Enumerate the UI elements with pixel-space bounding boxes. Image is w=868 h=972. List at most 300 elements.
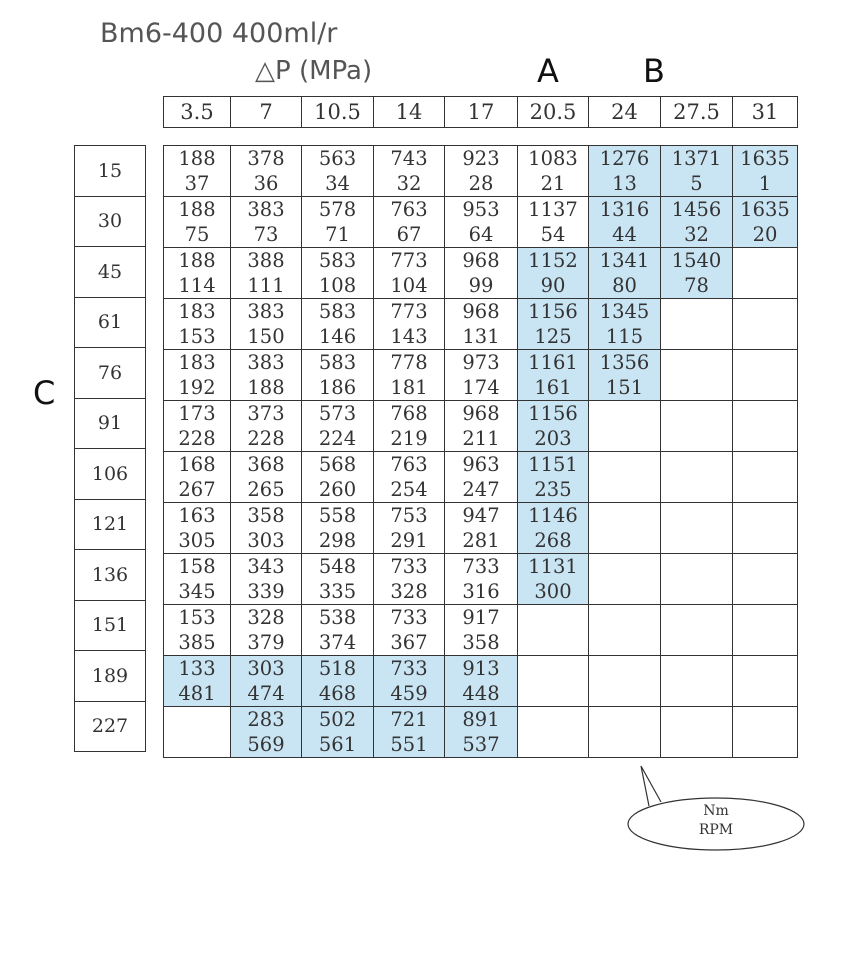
grid-cell: [374, 146, 445, 197]
flow-cell: 121: [75, 499, 146, 550]
grid-cell: [302, 707, 374, 758]
torque-value: 378: [247, 147, 285, 170]
table-row: [164, 401, 798, 452]
speed-value: 161: [534, 376, 572, 399]
speed-value: 569: [247, 733, 285, 756]
torque-value: 188: [178, 198, 216, 221]
grid-cell: [733, 299, 798, 350]
grid-cell: [302, 248, 374, 299]
grid-cell: [302, 350, 374, 401]
speed-value: 192: [178, 376, 216, 399]
pressure-header-cell: 24: [589, 97, 661, 128]
grid-cell: [589, 350, 661, 401]
speed-value: 174: [462, 376, 500, 399]
torque-value: 1316: [599, 198, 650, 221]
pressure-header-cell: 7: [231, 97, 302, 128]
torque-value: 328: [247, 606, 285, 629]
torque-value: 1540: [671, 249, 722, 272]
speed-value: 1: [758, 172, 772, 195]
speed-value: 211: [462, 427, 500, 450]
flow-column: [74, 145, 146, 752]
grid-cell: [374, 452, 445, 503]
torque-value: 518: [318, 657, 357, 680]
speed-value: 151: [605, 376, 644, 399]
speed-value: 468: [318, 682, 357, 705]
grid-cell: [231, 197, 302, 248]
torque-value: 283: [247, 708, 285, 731]
torque-value: 303: [247, 657, 285, 680]
grid-cell: [445, 299, 518, 350]
flow-cell: 227: [75, 701, 146, 752]
grid-cell: [374, 299, 445, 350]
grid-cell: [374, 197, 445, 248]
torque-value: 1371: [671, 147, 722, 170]
speed-value: 291: [390, 529, 428, 552]
grid-cell: [518, 452, 589, 503]
speed-value: 44: [612, 223, 637, 246]
torque-value: 183: [178, 300, 216, 323]
speed-value: 75: [184, 223, 210, 246]
flow-cell: 30: [75, 196, 146, 247]
grid-cell: [661, 452, 733, 503]
speed-value: 267: [178, 478, 216, 501]
units-callout-text: [627, 802, 805, 840]
speed-value: 474: [247, 682, 285, 705]
torque-value: 1345: [599, 300, 650, 323]
grid-cell: [518, 707, 589, 758]
label-b: B: [643, 52, 665, 90]
torque-value: 733: [390, 657, 428, 680]
grid-cell: [231, 248, 302, 299]
speed-value: 305: [178, 529, 216, 552]
grid-cell: [231, 707, 302, 758]
grid-cell: [164, 707, 231, 758]
pressure-axis-label: △P (MPa): [255, 56, 373, 86]
grid-cell: [231, 554, 302, 605]
speed-value: 5: [690, 172, 703, 195]
units-speed: RPM: [698, 822, 734, 838]
speed-value: 67: [396, 223, 422, 246]
grid-cell: [164, 503, 231, 554]
speed-value: 131: [462, 325, 500, 348]
torque-value: 153: [178, 606, 216, 629]
grid-cell: [231, 656, 302, 707]
speed-value: 28: [468, 172, 494, 195]
flow-cell: 91: [75, 398, 146, 449]
grid-cell: [661, 197, 733, 248]
grid-cell: [445, 656, 518, 707]
grid-cell: [518, 554, 589, 605]
torque-value: 968: [462, 402, 500, 425]
speed-value: 303: [247, 529, 285, 552]
torque-value: 773: [390, 249, 428, 272]
torque-value: 578: [318, 198, 357, 221]
grid-cell: [733, 401, 798, 452]
table-row: [164, 503, 798, 554]
speed-value: 374: [318, 631, 357, 654]
torque-value: 188: [178, 249, 216, 272]
speed-value: 143: [390, 325, 428, 348]
speed-value: 385: [178, 631, 216, 654]
torque-value: 383: [247, 198, 285, 221]
speed-value: 34: [325, 172, 350, 195]
speed-value: 13: [612, 172, 637, 195]
grid-cell: [231, 146, 302, 197]
grid-cell: [733, 503, 798, 554]
speed-value: 36: [253, 172, 279, 195]
torque-value: 343: [247, 555, 285, 578]
speed-value: 78: [684, 274, 709, 297]
speed-value: 73: [253, 223, 279, 246]
grid-cell: [374, 656, 445, 707]
speed-value: 316: [462, 580, 500, 603]
model-title: Bm6-400 400ml/r: [100, 18, 338, 49]
speed-value: 481: [178, 682, 216, 705]
torque-value: 568: [318, 453, 357, 476]
grid-cell: [661, 299, 733, 350]
grid-cell: [231, 401, 302, 452]
speed-value: 32: [396, 172, 422, 195]
torque-value: 743: [390, 147, 428, 170]
speed-value: 300: [534, 580, 572, 603]
torque-value: 583: [318, 249, 357, 272]
torque-value: 1456: [671, 198, 722, 221]
speed-value: 90: [540, 274, 566, 297]
table-row: [164, 146, 798, 197]
speed-value: 268: [534, 529, 572, 552]
speed-value: 448: [462, 682, 500, 705]
grid-cell: [589, 554, 661, 605]
torque-value: 388: [247, 249, 285, 272]
grid-cell: [518, 605, 589, 656]
grid-cell: [445, 605, 518, 656]
torque-value: 583: [318, 351, 357, 374]
grid-cell: [661, 146, 733, 197]
speed-value: 537: [462, 733, 500, 756]
performance-grid: [163, 145, 798, 758]
torque-value: 1156: [528, 300, 578, 323]
grid-cell: [518, 401, 589, 452]
speed-value: 21: [540, 172, 566, 195]
torque-value: 538: [318, 606, 357, 629]
grid-cell: [661, 605, 733, 656]
speed-value: 561: [318, 733, 357, 756]
speed-value: 108: [318, 274, 357, 297]
grid-cell: [374, 350, 445, 401]
torque-value: 778: [390, 351, 428, 374]
grid-cell: [589, 605, 661, 656]
grid-cell: [589, 452, 661, 503]
grid-cell: [302, 401, 374, 452]
torque-value: 383: [247, 300, 285, 323]
table-row: [164, 707, 798, 758]
grid-cell: [518, 299, 589, 350]
grid-cell: [231, 503, 302, 554]
grid-cell: [445, 554, 518, 605]
grid-cell: [733, 656, 798, 707]
grid-cell: [164, 197, 231, 248]
grid-cell: [733, 707, 798, 758]
grid-cell: [733, 452, 798, 503]
torque-value: 963: [462, 453, 500, 476]
grid-cell: [164, 299, 231, 350]
grid-cell: [164, 452, 231, 503]
grid-cell: [589, 299, 661, 350]
grid-cell: [374, 707, 445, 758]
grid-cell: [164, 554, 231, 605]
grid-cell: [733, 350, 798, 401]
grid-cell: [661, 248, 733, 299]
pressure-header-cell: 31: [733, 97, 798, 128]
speed-value: 247: [462, 478, 500, 501]
grid-cell: [661, 656, 733, 707]
torque-value: 917: [462, 606, 500, 629]
grid-cell: [445, 146, 518, 197]
speed-value: 551: [390, 733, 428, 756]
speed-value: 111: [247, 274, 285, 297]
torque-value: 573: [318, 402, 357, 425]
torque-value: 913: [462, 657, 500, 680]
speed-value: 20: [752, 223, 778, 246]
torque-value: 733: [462, 555, 500, 578]
grid-cell: [733, 248, 798, 299]
grid-cell: [518, 197, 589, 248]
speed-value: 99: [468, 274, 494, 297]
grid-cell: [518, 350, 589, 401]
torque-value: 1146: [528, 504, 578, 527]
grid-cell: [302, 656, 374, 707]
torque-value: 373: [247, 402, 285, 425]
torque-value: 968: [462, 300, 500, 323]
torque-value: 947: [462, 504, 500, 527]
flow-cell: 45: [75, 247, 146, 298]
table-row: [164, 554, 798, 605]
pressure-header-cell: 10.5: [302, 97, 374, 128]
torque-value: 768: [390, 402, 428, 425]
grid-cell: [164, 350, 231, 401]
torque-value: 358: [247, 504, 285, 527]
speed-value: 339: [247, 580, 285, 603]
table-row: [164, 350, 798, 401]
flow-cell: 189: [75, 651, 146, 702]
torque-value: 163: [178, 504, 216, 527]
torque-value: 953: [462, 198, 500, 221]
speed-value: 71: [325, 223, 350, 246]
speed-value: 146: [318, 325, 357, 348]
torque-value: 763: [390, 198, 428, 221]
grid-cell: [661, 707, 733, 758]
flow-cell: 76: [75, 348, 146, 399]
speed-value: 345: [178, 580, 216, 603]
speed-value: 328: [390, 580, 428, 603]
grid-cell: [374, 248, 445, 299]
speed-value: 265: [247, 478, 285, 501]
speed-value: 228: [178, 427, 216, 450]
grid-cell: [374, 554, 445, 605]
grid-cell: [589, 197, 661, 248]
torque-value: 973: [462, 351, 500, 374]
speed-value: 260: [318, 478, 357, 501]
flow-cell: 61: [75, 297, 146, 348]
grid-cell: [374, 401, 445, 452]
grid-cell: [589, 707, 661, 758]
torque-value: 502: [318, 708, 357, 731]
speed-value: 281: [462, 529, 500, 552]
table-row: [164, 605, 798, 656]
torque-value: 1156: [528, 402, 578, 425]
grid-cell: [733, 146, 798, 197]
torque-value: 1341: [599, 249, 650, 272]
torque-value: 1276: [599, 147, 650, 170]
grid-cell: [445, 401, 518, 452]
speed-value: 114: [178, 274, 216, 297]
pressure-header-row: [163, 96, 798, 128]
speed-value: 358: [462, 631, 500, 654]
torque-value: 368: [247, 453, 285, 476]
torque-value: 733: [390, 555, 428, 578]
table-row: [164, 452, 798, 503]
speed-value: 186: [318, 376, 357, 399]
speed-value: 104: [390, 274, 428, 297]
torque-value: 1083: [528, 147, 578, 170]
grid-cell: [445, 707, 518, 758]
grid-cell: [518, 503, 589, 554]
grid-cell: [589, 248, 661, 299]
grid-cell: [302, 197, 374, 248]
torque-value: 173: [178, 402, 216, 425]
speed-value: 203: [534, 427, 572, 450]
grid-cell: [733, 605, 798, 656]
speed-value: 54: [540, 223, 566, 246]
torque-value: 158: [178, 555, 216, 578]
grid-cell: [164, 605, 231, 656]
grid-cell: [231, 605, 302, 656]
label-a: A: [537, 52, 559, 90]
grid-cell: [231, 350, 302, 401]
grid-cell: [445, 503, 518, 554]
flow-cell: 15: [75, 146, 146, 197]
grid-cell: [231, 452, 302, 503]
torque-value: 188: [178, 147, 216, 170]
torque-value: 1635: [740, 198, 790, 221]
pressure-header-cell: 17: [445, 97, 518, 128]
grid-cell: [164, 248, 231, 299]
torque-value: 1137: [528, 198, 578, 221]
speed-value: 32: [684, 223, 709, 246]
speed-value: 115: [605, 325, 644, 348]
speed-value: 228: [247, 427, 285, 450]
table-row: [164, 299, 798, 350]
speed-value: 219: [390, 427, 428, 450]
speed-value: 181: [390, 376, 428, 399]
grid-cell: [302, 554, 374, 605]
torque-value: 1131: [528, 555, 578, 578]
grid-cell: [374, 503, 445, 554]
speed-value: 150: [247, 325, 285, 348]
torque-value: 968: [462, 249, 500, 272]
torque-value: 733: [390, 606, 428, 629]
speed-value: 188: [247, 376, 285, 399]
grid-cell: [589, 401, 661, 452]
pressure-header-cell: 3.5: [164, 97, 231, 128]
table-row: [164, 197, 798, 248]
pressure-header-cell: 27.5: [661, 97, 733, 128]
grid-cell: [374, 605, 445, 656]
speed-value: 298: [318, 529, 357, 552]
grid-cell: [518, 248, 589, 299]
torque-value: 168: [178, 453, 216, 476]
torque-value: 753: [390, 504, 428, 527]
speed-value: 254: [390, 478, 428, 501]
grid-cell: [445, 197, 518, 248]
speed-value: 367: [390, 631, 428, 654]
speed-value: 224: [318, 427, 357, 450]
torque-value: 721: [390, 708, 428, 731]
grid-cell: [518, 146, 589, 197]
speed-value: 335: [318, 580, 357, 603]
grid-cell: [445, 248, 518, 299]
torque-value: 1152: [528, 249, 578, 272]
grid-cell: [302, 605, 374, 656]
speed-value: 235: [534, 478, 572, 501]
speed-value: 153: [178, 325, 216, 348]
torque-value: 1151: [528, 453, 578, 476]
grid-cell: [661, 503, 733, 554]
grid-cell: [231, 299, 302, 350]
speed-value: 64: [468, 223, 494, 246]
speed-value: 37: [184, 172, 210, 195]
grid-cell: [518, 656, 589, 707]
table-row: [164, 656, 798, 707]
grid-cell: [589, 146, 661, 197]
torque-value: 923: [462, 147, 500, 170]
grid-cell: [302, 452, 374, 503]
grid-cell: [302, 503, 374, 554]
flow-cell: 106: [75, 449, 146, 500]
torque-value: 583: [318, 300, 357, 323]
torque-value: 1356: [599, 351, 650, 374]
torque-value: 563: [318, 147, 357, 170]
torque-value: 891: [462, 708, 500, 731]
grid-cell: [164, 401, 231, 452]
table-row: [164, 248, 798, 299]
grid-cell: [445, 452, 518, 503]
grid-cell: [661, 401, 733, 452]
grid-cell: [661, 350, 733, 401]
torque-value: 763: [390, 453, 428, 476]
pressure-header-cell: 14: [374, 97, 445, 128]
flow-cell: 151: [75, 600, 146, 651]
grid-cell: [661, 554, 733, 605]
grid-cell: [445, 350, 518, 401]
grid-cell: [733, 197, 798, 248]
units-torque: Nm: [703, 803, 729, 819]
grid-cell: [589, 656, 661, 707]
grid-cell: [733, 554, 798, 605]
torque-value: 183: [178, 351, 216, 374]
torque-value: 558: [318, 504, 357, 527]
grid-cell: [302, 299, 374, 350]
speed-value: 379: [247, 631, 285, 654]
speed-value: 459: [390, 682, 428, 705]
pressure-header-cell: 20.5: [518, 97, 589, 128]
flow-cell: 136: [75, 550, 146, 601]
speed-value: 125: [534, 325, 572, 348]
torque-value: 1161: [528, 351, 578, 374]
grid-cell: [589, 503, 661, 554]
label-c: C: [33, 374, 56, 412]
torque-value: 1635: [740, 147, 790, 170]
